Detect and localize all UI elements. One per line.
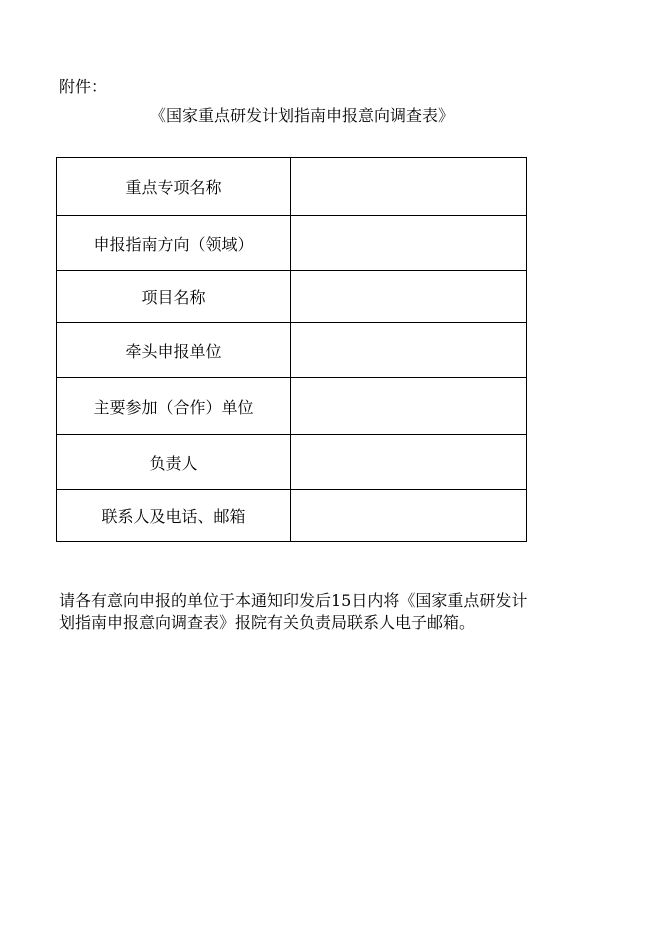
row-value-responsible-person[interactable]	[291, 435, 527, 490]
row-label-partner-units: 主要参加（合作）单位	[57, 378, 291, 435]
table-row	[57, 323, 527, 378]
row-value-lead-unit[interactable]	[291, 323, 527, 378]
row-value-project-name[interactable]	[291, 271, 527, 323]
table-row	[57, 158, 527, 216]
table-row	[57, 271, 527, 323]
row-value-guide-direction[interactable]	[291, 216, 527, 271]
row-label-project-name: 项目名称	[57, 271, 291, 323]
table-row	[57, 216, 527, 271]
row-label-lead-unit: 牵头申报单位	[57, 323, 291, 378]
notice-paragraph: 请各有意向申报的单位于本通知印发后15日内将《国家重点研发计划指南申报意向调查表》报院有关负责局联系人电子邮箱。	[59, 591, 528, 632]
row-value-special-project[interactable]	[291, 158, 527, 216]
form-title: 《国家重点研发计划指南申报意向调查表》	[150, 106, 455, 125]
attachment-label: 附件：	[59, 77, 108, 96]
survey-table	[56, 157, 527, 542]
row-label-special-project: 重点专项名称	[57, 158, 291, 216]
table-row	[57, 490, 527, 542]
row-label-contact-info: 联系人及电话、邮箱	[57, 490, 291, 542]
row-label-guide-direction: 申报指南方向（领域）	[57, 216, 291, 271]
row-value-partner-units[interactable]	[291, 378, 527, 435]
row-value-contact-info[interactable]	[291, 490, 527, 542]
table-row	[57, 378, 527, 435]
row-label-responsible-person: 负责人	[57, 435, 291, 490]
table-row	[57, 435, 527, 490]
